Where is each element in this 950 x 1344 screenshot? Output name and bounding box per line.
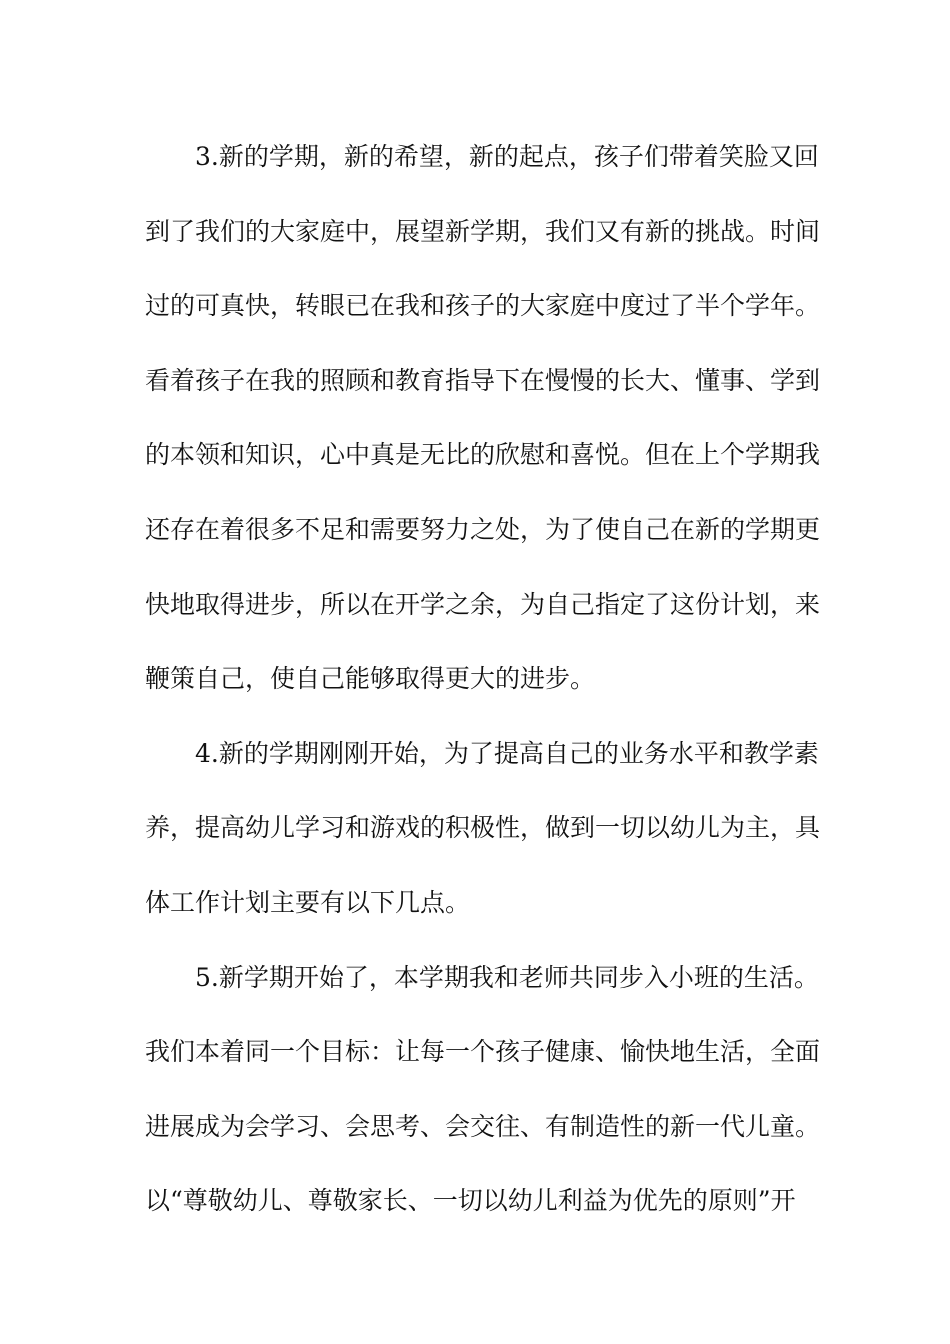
paragraph-4 xyxy=(145,717,821,941)
text-line: 的本领和知识，心中真是无比的欣慰和喜悦。但在上个学期我 xyxy=(145,440,821,470)
text-line: 养，提高幼儿学习和游戏的积极性，做到一切以幼儿为主，具 xyxy=(145,813,821,843)
text-line: 快地取得进步，所以在开学之余，为自己指定了这份计划，来 xyxy=(145,589,821,619)
text-line: 到了我们的大家庭中，展望新学期，我们又有新的挑战。时间 xyxy=(145,216,821,246)
paragraph-5 xyxy=(145,941,821,1239)
text-line: 我们本着同一个目标：让每一个孩子健康、愉快地生活，全面 xyxy=(145,1037,821,1067)
text-line: 进展成为会学习、会思考、会交往、有制造性的新一代儿童。 xyxy=(145,1111,821,1141)
document-body xyxy=(145,120,821,1239)
text-line: 看着孩子在我的照顾和教育指导下在慢慢的长大、懂事、学到 xyxy=(145,365,821,395)
text-line: 还存在着很多不足和需要努力之处，为了使自己在新的学期更 xyxy=(145,514,821,544)
text-line: 体工作计划主要有以下几点。 xyxy=(145,887,471,917)
text-line: 4.新的学期刚刚开始，为了提高自己的业务水平和教学素 xyxy=(195,738,819,768)
text-line: 鞭策自己，使自己能够取得更大的进步。 xyxy=(145,664,596,694)
text-line: 5.新学期开始了，本学期我和老师共同步入小班的生活。 xyxy=(195,962,819,992)
text-line: 以“尊敬幼儿、尊敬家长、一切以幼儿利益为优先的原则”开 xyxy=(145,1186,796,1216)
text-line: 3.新的学期，新的希望，新的起点，孩子们带着笑脸又回 xyxy=(195,142,819,171)
text-line: 过的可真快，转眼已在我和孩子的大家庭中度过了半个学年。 xyxy=(145,291,821,321)
paragraph-3 xyxy=(145,120,821,717)
